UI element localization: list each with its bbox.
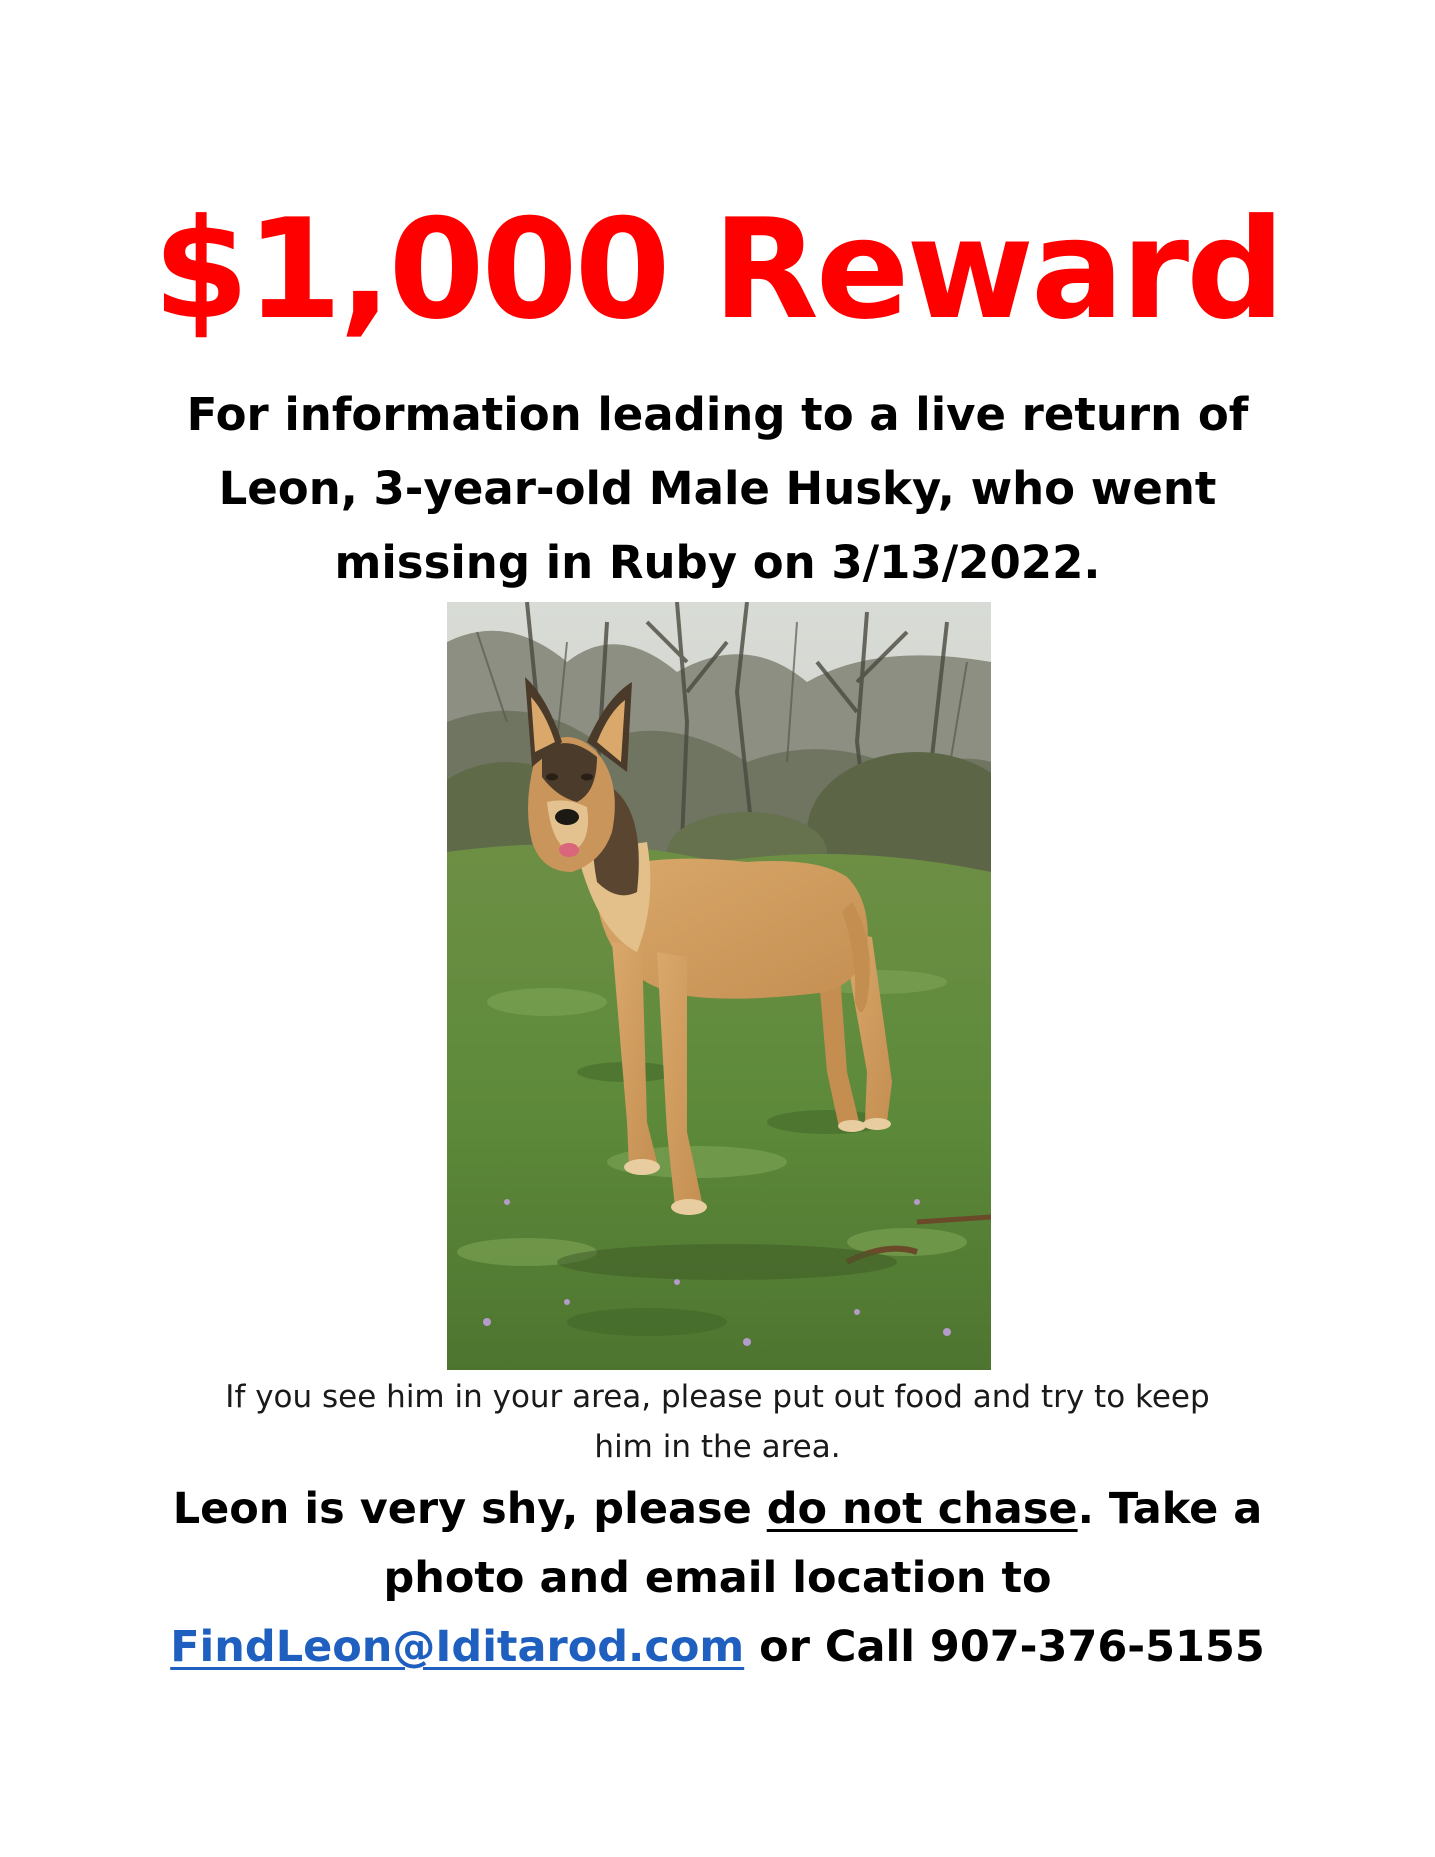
note-line-2: him in the area.	[594, 1429, 841, 1465]
closing-line-1	[0, 1475, 1435, 1544]
intro-line-3: missing in Ruby on 3/13/2022.	[334, 536, 1101, 589]
note-line-1: If you see him in your area, please put out food and try to keep	[225, 1379, 1210, 1415]
reward-headline: $1,000 Reward	[153, 189, 1282, 350]
intro-line-2: Leon, 3-year-old Male Husky, who went	[218, 462, 1217, 515]
contact-text	[0, 1475, 1435, 1682]
intro-line-1: For information leading to a live return of	[186, 388, 1249, 441]
email-link[interactable]: FindLeon@Iditarod.com	[170, 1622, 745, 1672]
closing-line-2: photo and email location to	[383, 1553, 1052, 1603]
intro-text	[0, 378, 1435, 600]
phone-text: or Call 907-376-5155	[744, 1622, 1265, 1672]
closing-line-1-suffix: . Take a	[1077, 1484, 1263, 1534]
dog-photo	[447, 602, 991, 1370]
closing-line-3	[0, 1613, 1435, 1682]
do-not-chase-emphasis: do not chase	[766, 1484, 1078, 1534]
instructions-note	[0, 1372, 1435, 1472]
closing-line-1-prefix: Leon is very shy, please	[172, 1484, 767, 1534]
